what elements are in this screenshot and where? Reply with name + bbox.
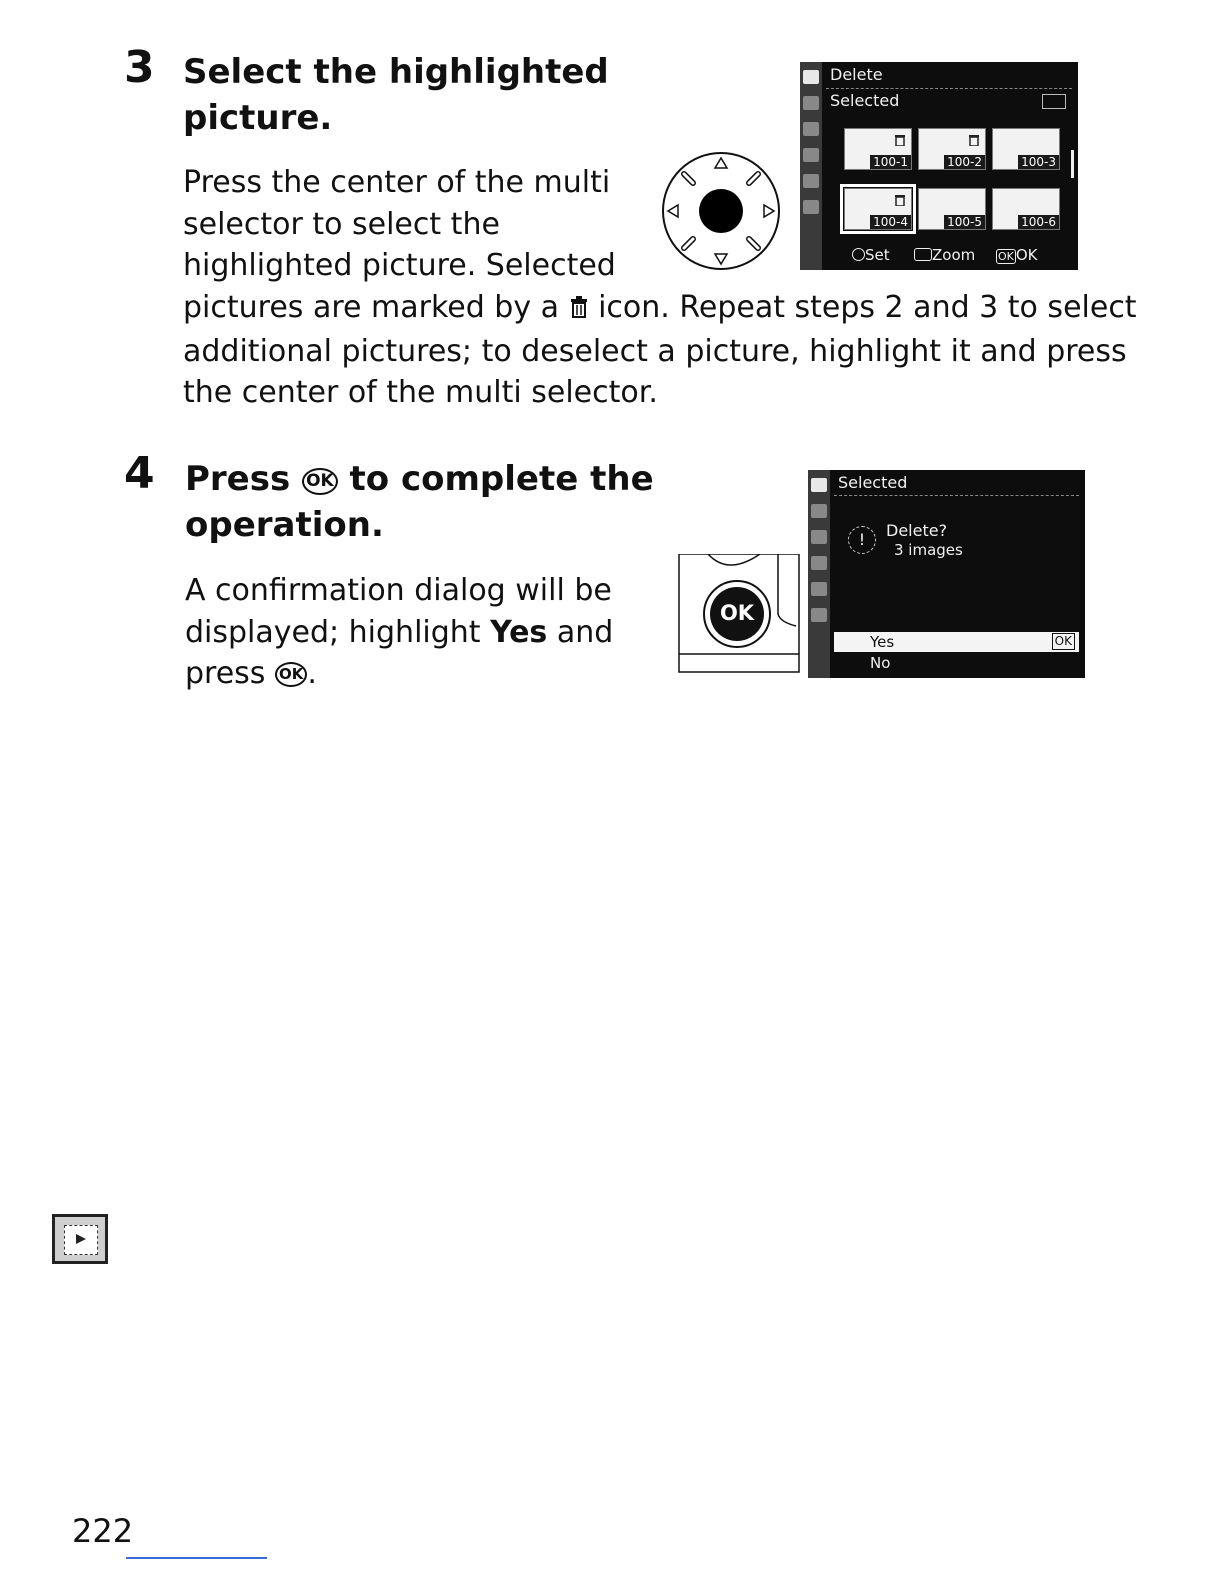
multi-selector-icon	[660, 150, 782, 272]
custom-tab-icon	[811, 530, 827, 544]
ok-key-icon: OK	[998, 250, 1014, 263]
delete-selection-screen	[800, 62, 1078, 270]
thumbnail-label: 100-3	[1018, 155, 1059, 169]
step-4-body-line1: A confirmation dialog will be	[185, 573, 612, 608]
step-3-body-line4: pictures are marked by a icon. Repeat steps 2 and 3 to select	[183, 287, 1103, 331]
retouch-tab-icon	[811, 582, 827, 596]
warning-icon: !	[848, 526, 876, 554]
step-3-body-line6: the center of the multi selector.	[183, 375, 658, 410]
play-icon	[52, 1214, 108, 1264]
step-4-body	[185, 570, 613, 695]
setup-tab-icon	[803, 148, 819, 162]
thumbnail[interactable]	[918, 188, 986, 230]
step-4-heading-line2: operation.	[185, 505, 384, 545]
ok-button-illustration	[678, 554, 800, 674]
step-3-body-line1: Press the center of the multi	[183, 165, 611, 200]
step-4-body-line2: displayed; highlight Yes and	[185, 614, 614, 650]
setup-tab-icon	[811, 556, 827, 570]
thumbnail-label: 100-5	[944, 215, 985, 229]
ok-key-icon: OK	[1052, 633, 1075, 650]
thumbnail-highlighted[interactable]	[844, 188, 912, 230]
thumbnail-label: 100-1	[870, 155, 911, 169]
step-3-body-line3: highlighted picture. Selected	[183, 248, 616, 283]
playback-tab-icon	[803, 70, 819, 84]
thumbnail-label: 100-6	[1018, 215, 1059, 229]
menu-tabs	[808, 470, 830, 678]
shooting-tab-icon	[811, 504, 827, 518]
thumbnail-label: 100-2	[944, 155, 985, 169]
zoom-icon	[914, 248, 932, 261]
protect-delete-icon	[1042, 94, 1066, 109]
step-3-body-line2: selector to select the	[183, 206, 500, 242]
footer-set: Set	[852, 246, 890, 264]
option-no[interactable]: No	[870, 654, 891, 672]
step-3-heading-line1: Select the highlighted	[183, 52, 609, 92]
scrollbar[interactable]	[1071, 150, 1074, 178]
retouch-tab-icon	[803, 174, 819, 188]
step-3-body-bottom	[183, 287, 1137, 414]
trash-mark-icon	[895, 191, 905, 210]
title-divider	[826, 88, 1072, 89]
title-divider	[834, 495, 1079, 496]
footer-zoom: Zoom	[914, 246, 975, 264]
playback-section-icon	[52, 1214, 108, 1264]
thumbnail-label: 100-4	[870, 215, 911, 229]
ok-button-icon: OK	[302, 468, 338, 495]
delete-question: Delete?	[886, 521, 948, 540]
step-3-heading-line2: picture.	[183, 98, 333, 138]
page-number: 222	[72, 1512, 134, 1550]
image-count: 3 images	[894, 541, 963, 559]
thumbnail[interactable]	[918, 128, 986, 170]
page-rule	[126, 1557, 267, 1559]
footer-ok: OK OK	[998, 246, 1038, 264]
option-yes[interactable]: Yes OK	[834, 632, 1079, 652]
step-4-heading-line1: Press OK to complete the	[185, 459, 654, 499]
thumbnail[interactable]	[992, 128, 1060, 170]
thumbnail[interactable]	[844, 128, 912, 170]
submenu-title: Selected	[830, 91, 900, 110]
multi-selector-illustration	[660, 150, 782, 272]
thumbnail[interactable]	[992, 188, 1060, 230]
step-3-body-line5: additional pictures; to deselect a picture, highlight it and press	[183, 333, 1127, 369]
menu-tabs	[800, 62, 822, 270]
dialog-title: Selected	[838, 473, 908, 492]
multi-selector-center-icon	[852, 248, 865, 261]
trash-mark-icon	[969, 131, 979, 150]
shooting-tab-icon	[803, 96, 819, 110]
step-4-body-line3: press OK .	[185, 656, 317, 691]
delete-confirm-screen	[808, 470, 1085, 678]
recent-tab-icon	[811, 608, 827, 622]
step-3-heading	[183, 49, 609, 141]
custom-tab-icon	[803, 122, 819, 136]
step-3-body-top	[183, 162, 616, 287]
step-4-number: 4	[124, 448, 155, 499]
trash-icon	[569, 289, 589, 331]
recent-tab-icon	[803, 200, 819, 214]
ok-button-icon: OK	[275, 662, 307, 687]
ok-button-label: OK	[719, 601, 755, 625]
step-4-heading	[185, 456, 654, 548]
trash-mark-icon	[895, 131, 905, 150]
menu-title: Delete	[830, 65, 883, 84]
step-3-number: 3	[124, 42, 155, 93]
playback-tab-icon	[811, 478, 827, 492]
